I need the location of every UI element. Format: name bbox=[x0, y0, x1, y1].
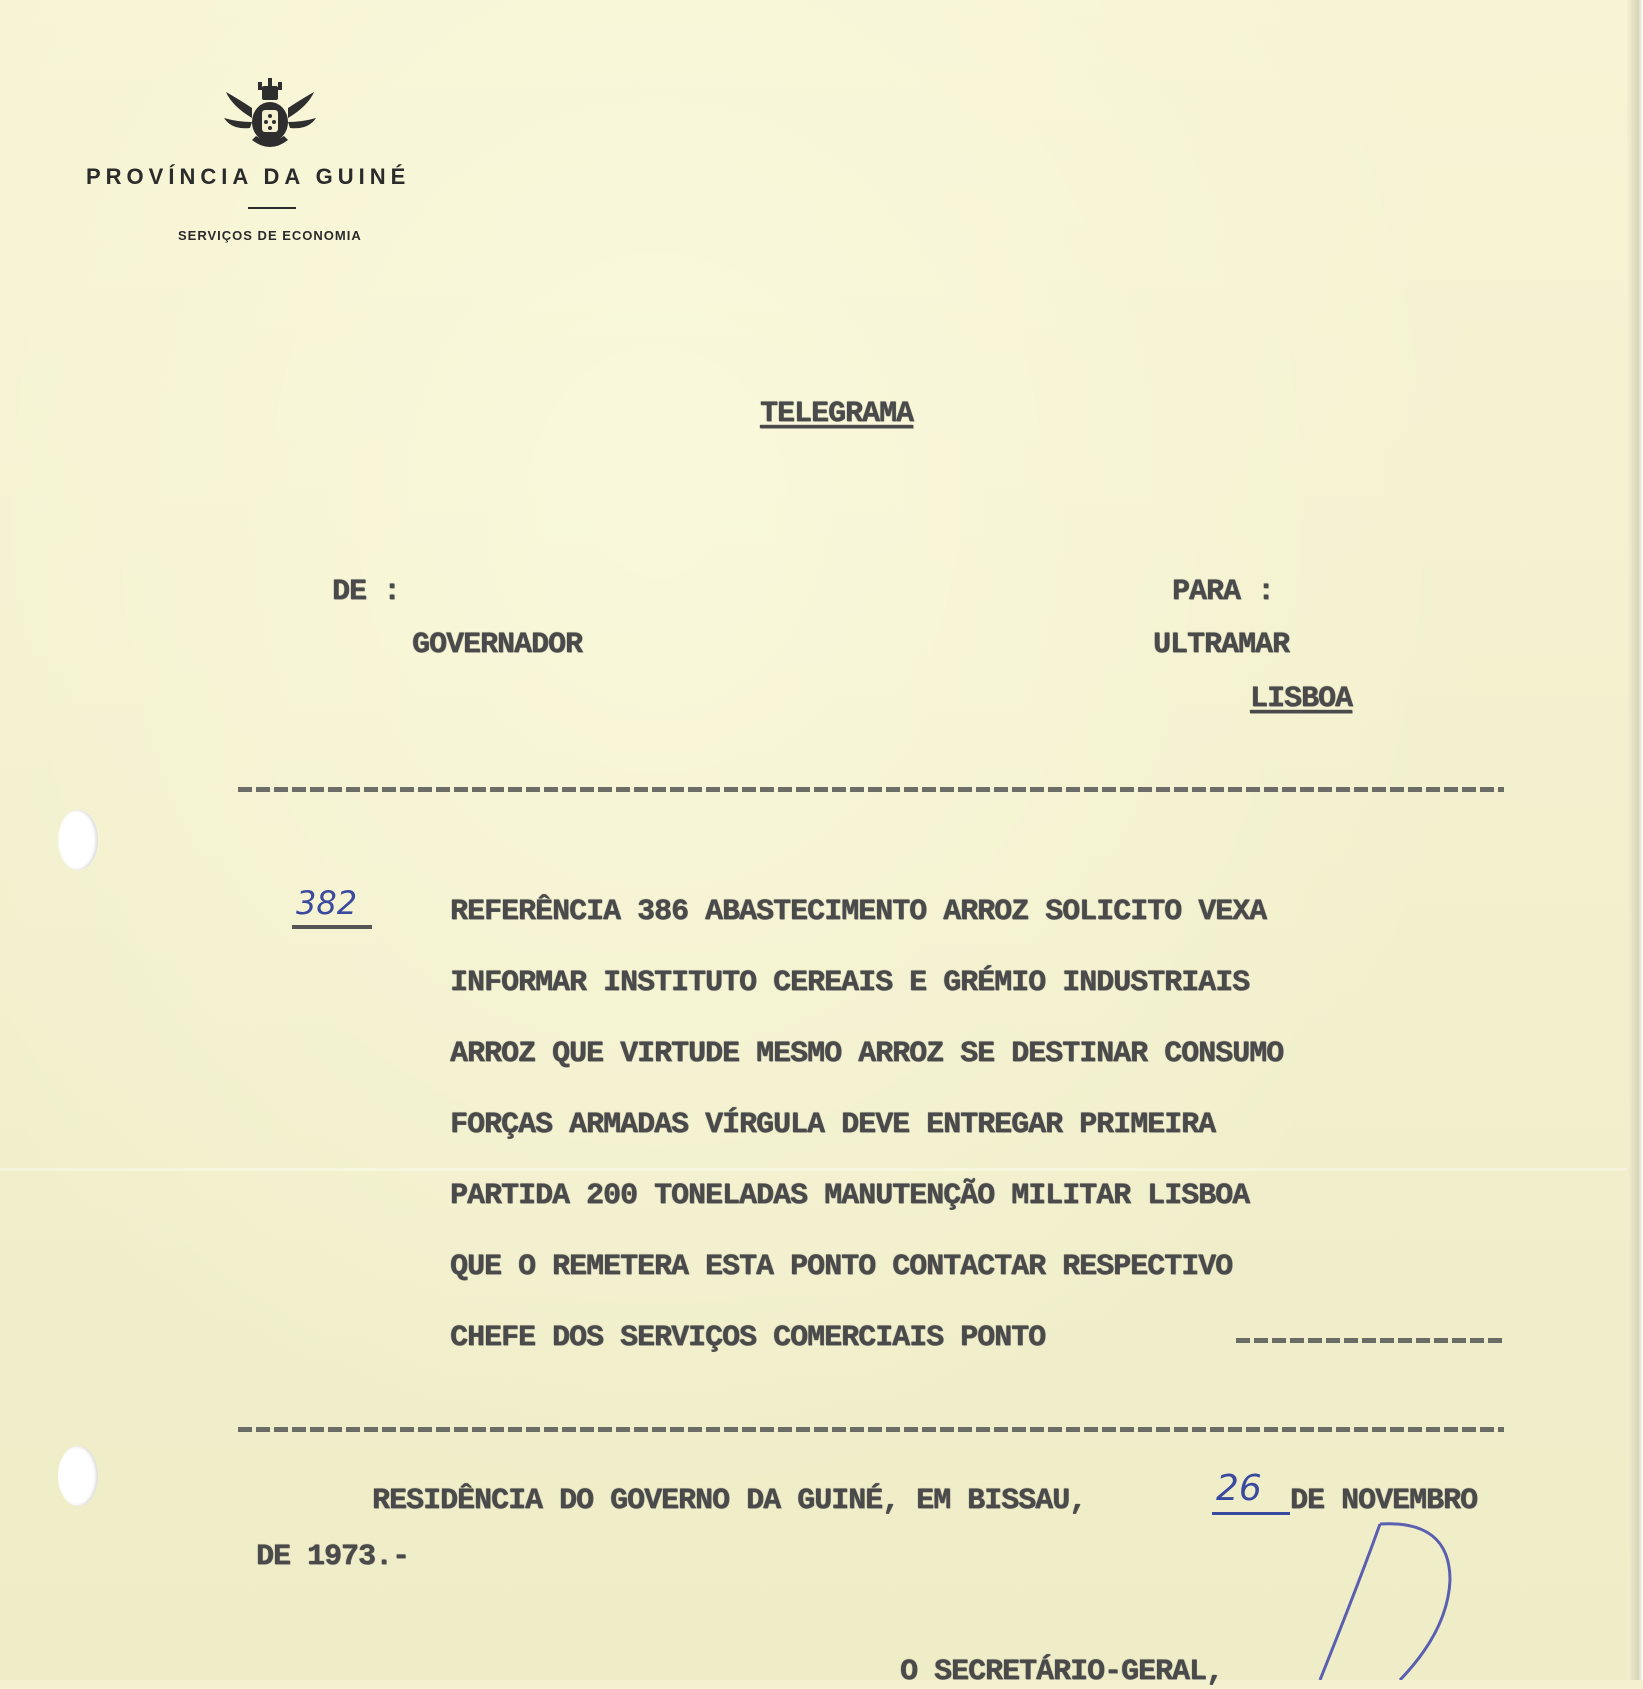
letterhead-rule bbox=[248, 207, 296, 209]
handwritten-number-underline bbox=[292, 925, 372, 929]
message-line: FORÇAS ARMADAS VÍRGULA DEVE ENTREGAR PRIMEIRA bbox=[450, 1108, 1216, 1142]
sender-value: GOVERNADOR bbox=[412, 628, 583, 662]
message-end-dashes bbox=[1236, 1338, 1504, 1343]
issuer-service: SERVIÇOS DE ECONOMIA bbox=[178, 228, 362, 243]
paper-edge bbox=[1627, 0, 1643, 1680]
paper-fold bbox=[0, 1168, 1643, 1171]
handwritten-day: 26 bbox=[1216, 1468, 1262, 1509]
document-title: TELEGRAMA bbox=[760, 397, 914, 431]
place-line: RESIDÊNCIA DO GOVERNO DA GUINÉ, EM BISSAU, bbox=[372, 1484, 1087, 1518]
year-line: DE 1973.- bbox=[256, 1540, 410, 1574]
message-line: CHEFE DOS SERVIÇOS COMERCIAIS PONTO bbox=[450, 1321, 1046, 1355]
issuer-province: PROVÍNCIA DA GUINÉ bbox=[86, 164, 411, 189]
punch-hole bbox=[58, 810, 98, 870]
punch-hole bbox=[58, 1446, 98, 1506]
message-line: PARTIDA 200 TONELADAS MANUTENÇÃO MILITAR LISBOA bbox=[450, 1179, 1250, 1213]
coat-of-arms-emblem bbox=[222, 78, 318, 154]
handwritten-signature bbox=[1300, 1520, 1470, 1680]
signatory-title: O SECRETÁRIO-GERAL, bbox=[900, 1655, 1224, 1689]
handwritten-day-underline bbox=[1212, 1512, 1290, 1515]
recipient-city: LISBOA bbox=[1250, 682, 1353, 716]
message-line: QUE O REMETERA ESTA PONTO CONTACTAR RESPECTIVO bbox=[450, 1250, 1233, 1284]
recipient-value: ULTRAMAR bbox=[1153, 628, 1290, 662]
message-line: ARROZ QUE VIRTUDE MESMO ARROZ SE DESTINAR CONSUMO bbox=[450, 1037, 1284, 1071]
message-line: INFORMAR INSTITUTO CEREAIS E GRÉMIO INDUSTRIAIS bbox=[450, 966, 1250, 1000]
separator-dashes-bottom bbox=[238, 1427, 1504, 1432]
recipient-label: PARA : bbox=[1172, 575, 1275, 609]
message-line: REFERÊNCIA 386 ABASTECIMENTO ARROZ SOLICITO VEXA bbox=[450, 895, 1267, 929]
handwritten-telegram-number: 382 bbox=[296, 884, 358, 922]
month-text: DE NOVEMBRO bbox=[1290, 1484, 1478, 1518]
separator-dashes-top bbox=[238, 787, 1504, 792]
sender-label: DE : bbox=[332, 575, 401, 609]
